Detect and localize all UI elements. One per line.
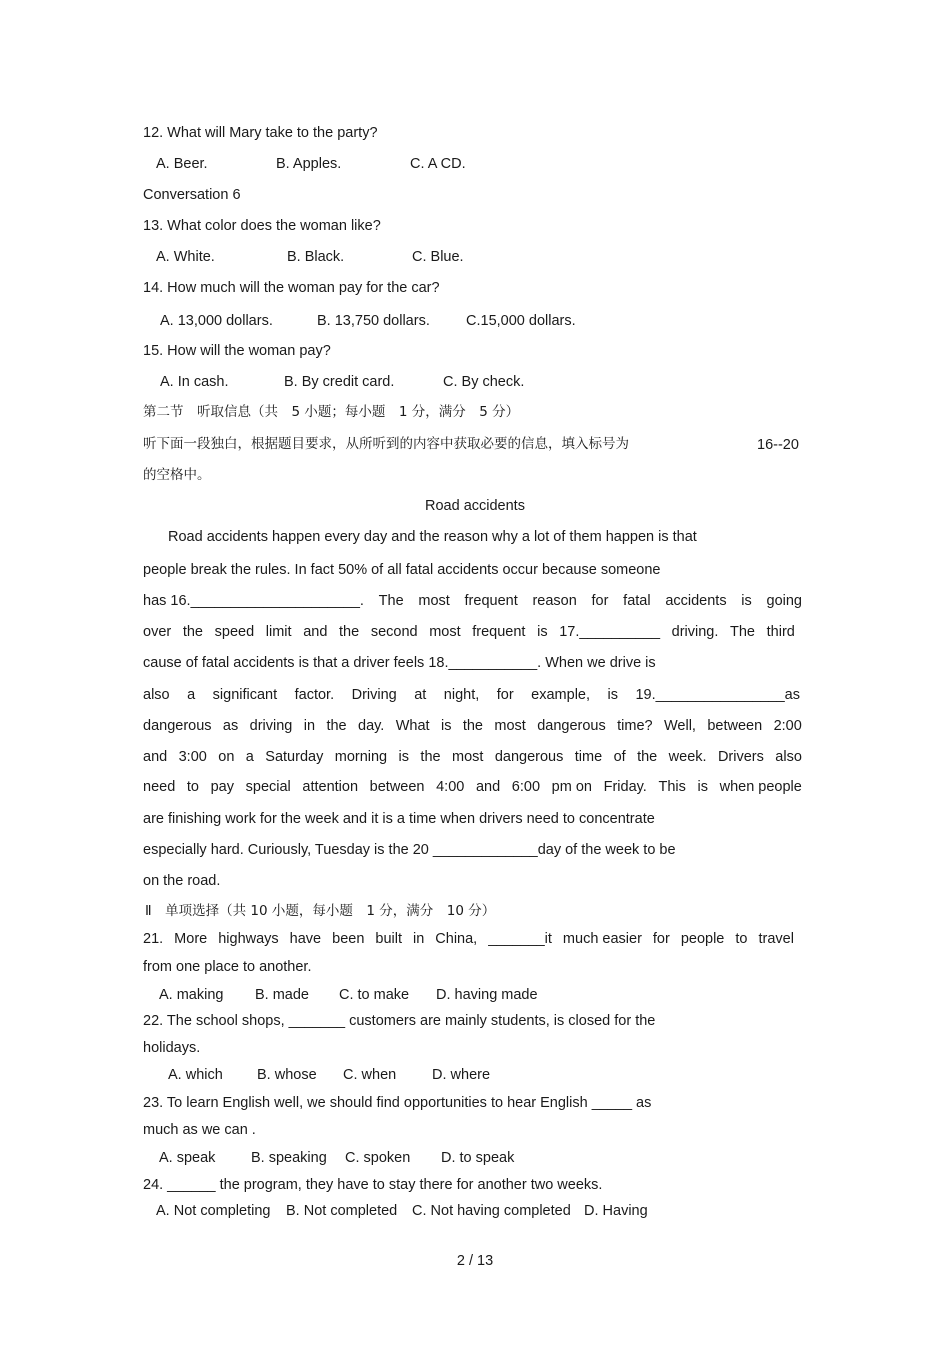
word: is — [741, 593, 752, 609]
word: fatal — [623, 593, 651, 609]
conversation-6-label: Conversation 6 — [143, 187, 241, 203]
word: time? — [617, 718, 653, 734]
q21-question — [143, 930, 794, 948]
word: travel — [758, 931, 794, 947]
q13-option-a: A. White. — [156, 249, 215, 265]
q22-option-b: B. whose — [257, 1067, 317, 1083]
word: is — [607, 687, 618, 703]
word: 19.________________as — [635, 687, 800, 703]
q22-question: 22. The school shops, _______ customers are mainly students, is closed for the — [143, 1013, 656, 1029]
q24-option-d: D. Having — [584, 1203, 648, 1219]
word: frequent — [464, 593, 518, 609]
q13-option-c: C. Blue. — [412, 249, 464, 265]
word: the — [182, 624, 204, 640]
word: 3:00 — [178, 749, 207, 765]
word: Saturday — [265, 749, 324, 765]
word: been — [332, 931, 365, 947]
q22-option-d: D. where — [432, 1067, 491, 1083]
word: between — [369, 779, 425, 795]
passage-line: on the road. — [143, 873, 221, 889]
q14-question: 14. How much will the woman pay for the car? — [143, 280, 440, 296]
word: 17.__________ — [559, 624, 661, 640]
word: _______it — [488, 931, 552, 947]
word: for — [591, 593, 609, 609]
word: 21. — [143, 931, 164, 947]
word: the — [420, 749, 441, 765]
passage-line — [143, 623, 795, 641]
q14-option-a: A. 13,000 dollars. — [160, 313, 273, 329]
word: much easier — [562, 931, 642, 947]
q23-question-cont: much as we can . — [143, 1122, 256, 1138]
q12-option-a: A. Beer. — [156, 156, 208, 172]
word: also — [143, 687, 170, 703]
word: most — [452, 749, 484, 765]
word: reason — [532, 593, 577, 609]
q15-option-c: C. By check. — [443, 374, 525, 390]
word: and — [143, 749, 168, 765]
word: a — [245, 749, 254, 765]
q21-option-c: C. to make — [339, 987, 410, 1003]
word: built — [375, 931, 402, 947]
word: Drivers — [717, 749, 764, 765]
passage-line — [143, 592, 802, 610]
word: Driving — [351, 687, 397, 703]
section2-instruction: 听下面一段独白，根据题目要求，从所听到的内容中获取必要的信息，填入标号为 — [143, 436, 629, 452]
word: What — [395, 718, 430, 734]
word: driving. — [671, 624, 719, 640]
q15-option-b: B. By credit card. — [284, 374, 395, 390]
q22-option-c: C. when — [343, 1067, 397, 1083]
word: most — [429, 624, 461, 640]
word: in — [413, 931, 425, 947]
q24-question: 24. ______ the program, they have to stay there for another two weeks. — [143, 1177, 603, 1193]
q13-option-b: B. Black. — [287, 249, 345, 265]
word: significant — [212, 687, 278, 703]
word: is — [440, 718, 452, 734]
word: dangerous — [537, 718, 606, 734]
q21-option-d: D. having made — [436, 987, 538, 1003]
q13-question: 13. What color does the woman like? — [143, 218, 381, 234]
word: time — [574, 749, 603, 765]
word: China, — [435, 931, 478, 947]
word: most — [418, 593, 450, 609]
passage-line: cause of fatal accidents is that a driver feels 18.___________. When we drive is — [143, 655, 656, 671]
passage-line — [143, 686, 800, 704]
word: limit — [265, 624, 292, 640]
q15-option-a: A. In cash. — [160, 374, 229, 390]
word: for — [496, 687, 514, 703]
passage-line: people break the rules. In fact 50% of all fatal accidents occur because someone — [143, 562, 661, 578]
word: the — [462, 718, 484, 734]
word: dangerous — [143, 718, 212, 734]
word: pm on — [551, 779, 592, 795]
section2-heading: 第二节 听取信息（共 5 小题；每小题 1 分，满分 5 分） — [143, 404, 520, 420]
q23-question: 23. To learn English well, we should find opportunities to hear English _____ as — [143, 1095, 652, 1111]
word: 4:00 — [436, 779, 465, 795]
q24-option-c: C. Not having completed — [412, 1203, 571, 1219]
word: on — [218, 749, 235, 765]
passage-line — [143, 748, 802, 766]
word: over — [143, 624, 172, 640]
word: to — [735, 931, 748, 947]
word: frequent — [472, 624, 526, 640]
section2-range: 16--20 — [757, 437, 799, 453]
word: for — [652, 931, 670, 947]
word: pay — [210, 779, 234, 795]
word: day. — [358, 718, 385, 734]
section2-instruction-cont: 的空格中。 — [143, 467, 211, 483]
q23-option-c: C. spoken — [345, 1150, 411, 1166]
passage-line: especially hard. Curiously, Tuesday is the 20 _____________day of the week to be — [143, 842, 676, 858]
word: is — [697, 779, 708, 795]
word: accidents — [665, 593, 727, 609]
word: special — [245, 779, 291, 795]
word: is — [537, 624, 548, 640]
word: Friday. — [603, 779, 647, 795]
word: have — [289, 931, 322, 947]
word: and — [303, 624, 328, 640]
word: week. — [668, 749, 707, 765]
word: the — [326, 718, 347, 734]
q23-option-b: B. speaking — [251, 1150, 327, 1166]
word: people — [680, 931, 725, 947]
word: most — [494, 718, 526, 734]
q15-question: 15. How will the woman pay? — [143, 343, 331, 359]
word: between — [707, 718, 763, 734]
word: also — [775, 749, 802, 765]
word: of — [613, 749, 626, 765]
word: in — [303, 718, 316, 734]
word: to — [186, 779, 199, 795]
q12-question: 12. What will Mary take to the party? — [143, 125, 378, 141]
word: the — [637, 749, 658, 765]
q23-option-a: A. speak — [159, 1150, 216, 1166]
q14-option-b: B. 13,750 dollars. — [317, 313, 430, 329]
q23-option-d: D. to speak — [441, 1150, 515, 1166]
word: driving — [249, 718, 293, 734]
word: speed — [214, 624, 255, 640]
word: and — [475, 779, 501, 795]
q22-question-cont: holidays. — [143, 1040, 201, 1056]
word: the — [339, 624, 360, 640]
word: is — [398, 749, 410, 765]
passage-line — [143, 717, 802, 735]
word: as — [222, 718, 239, 734]
word: attention — [302, 779, 359, 795]
word: night, — [443, 687, 480, 703]
passage-line: are finishing work for the week and it is a time when drivers need to concentrate — [143, 811, 655, 827]
q21-question-cont: from one place to another. — [143, 959, 312, 975]
q24-option-a: A. Not completing — [156, 1203, 271, 1219]
word: This — [658, 779, 686, 795]
q12-option-b: B. Apples. — [276, 156, 342, 172]
word: morning — [334, 749, 388, 765]
word: has 16._____________________. — [143, 593, 364, 609]
passage-line — [143, 778, 802, 796]
page-number: 2 / 13 — [456, 1253, 494, 1269]
word: 6:00 — [511, 779, 541, 795]
word: third — [766, 624, 795, 640]
word: at — [414, 687, 427, 703]
word: highways — [218, 931, 279, 947]
word: dangerous — [494, 749, 564, 765]
q21-option-a: A. making — [159, 987, 224, 1003]
word: The — [378, 593, 404, 609]
word: when people — [719, 779, 802, 795]
word: need — [143, 779, 176, 795]
word: The — [730, 624, 756, 640]
q24-option-b: B. Not completed — [286, 1203, 398, 1219]
q22-option-a: A. which — [168, 1067, 223, 1083]
word: second — [370, 624, 418, 640]
q12-option-c: C. A CD. — [410, 156, 466, 172]
q14-option-c: C.15,000 dollars. — [466, 313, 576, 329]
passage-title: Road accidents — [425, 498, 525, 514]
word: example, — [531, 687, 591, 703]
word: 2:00 — [773, 718, 802, 734]
word: a — [187, 687, 196, 703]
part2-heading: Ⅱ 单项选择（共 10 小题，每小题 1 分，满分 10 分） — [145, 903, 496, 919]
q21-option-b: B. made — [255, 987, 309, 1003]
word: Well, — [664, 718, 696, 734]
passage-line: Road accidents happen every day and the reason why a lot of them happen is that — [168, 529, 697, 545]
word: factor. — [294, 687, 335, 703]
word: going — [766, 593, 802, 609]
word: More — [174, 931, 208, 947]
